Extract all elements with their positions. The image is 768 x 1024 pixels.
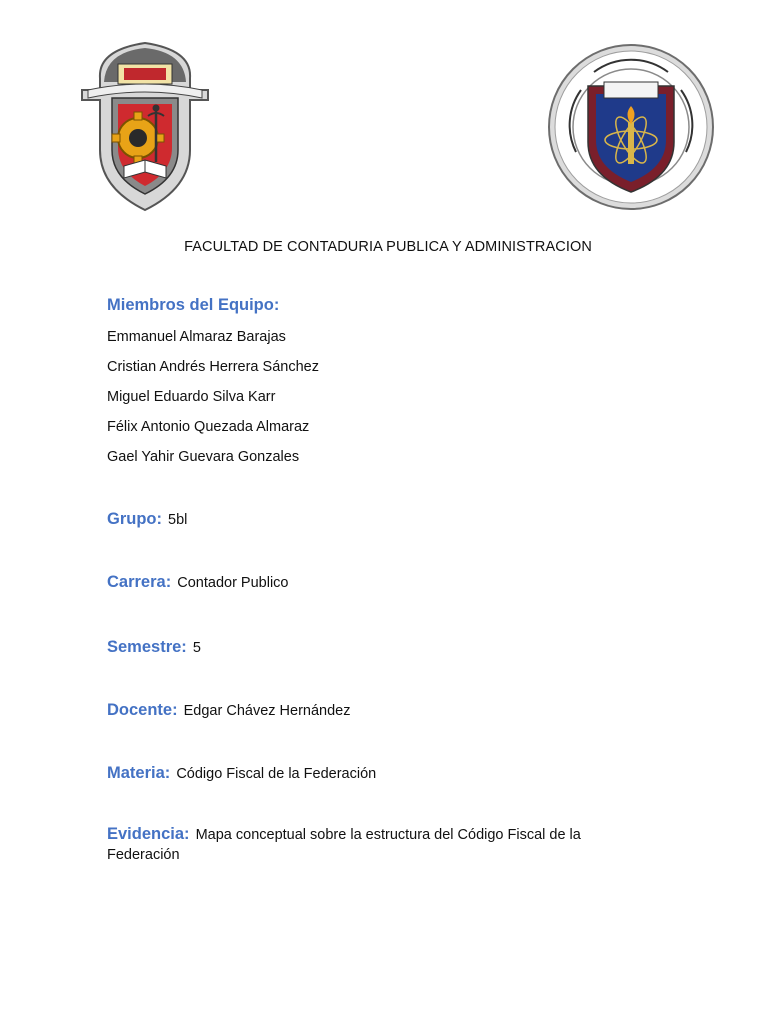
group-field <box>107 509 627 530</box>
evidence-label: Evidencia: <box>107 825 190 843</box>
team-member: Gael Yahir Guevara Gonzales <box>107 449 300 465</box>
semester-value: 5 <box>192 640 201 656</box>
career-field <box>107 572 627 593</box>
faculty-crest-logo <box>78 38 212 216</box>
group-value: 5bl <box>168 512 188 528</box>
teacher-value: Edgar Chávez Hernández <box>183 703 351 719</box>
team-member: Cristian Andrés Herrera Sánchez <box>107 359 319 375</box>
subject-label: Materia: <box>107 764 171 782</box>
semester-label: Semestre: <box>107 638 187 656</box>
university-seal-logo <box>546 42 716 212</box>
career-label: Carrera: <box>107 573 172 591</box>
career-value: Contador Publico <box>177 575 289 591</box>
subject-value: Código Fiscal de la Federación <box>176 766 377 782</box>
teacher-label: Docente: <box>107 701 178 719</box>
team-member: Félix Antonio Quezada Almaraz <box>107 419 310 435</box>
faculty-title: FACULTAD DE CONTADURIA PUBLICA Y ADMINISTRACION <box>184 239 592 255</box>
team-heading: Miembros del Equipo: <box>107 296 280 314</box>
evidence-value: Mapa conceptual sobre la estructura del Código Fiscal de la Federación <box>107 827 581 863</box>
team-section <box>107 296 667 472</box>
semester-field <box>107 637 627 658</box>
team-member: Miguel Eduardo Silva Karr <box>107 389 276 405</box>
teacher-field <box>107 700 627 721</box>
group-label: Grupo: <box>107 510 162 528</box>
team-member: Emmanuel Almaraz Barajas <box>107 329 286 345</box>
subject-field <box>107 763 627 784</box>
evidence-field <box>107 824 627 865</box>
